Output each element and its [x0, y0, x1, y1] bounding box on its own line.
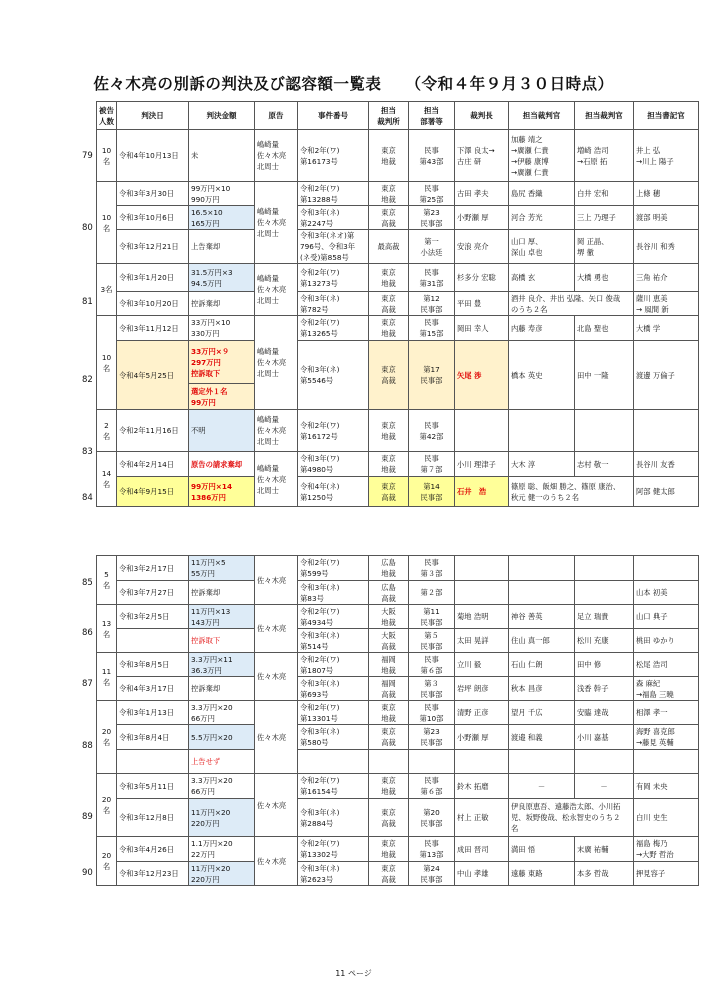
header-court: 担当 裁判所: [369, 102, 409, 130]
row-number: 81: [82, 297, 93, 307]
header-chief: 裁判長: [455, 102, 509, 130]
date-cell: 令和3年10月20日: [117, 292, 189, 316]
clerk-cell: 渡邊 万倫子: [634, 341, 699, 410]
court-cell: 東京 地裁: [369, 837, 409, 862]
chief-cell: 杉多分 宏聡: [455, 264, 509, 292]
court-cell: 広島 地裁: [369, 556, 409, 581]
date-cell: 令和3年1月13日: [117, 701, 189, 725]
case-cell: [298, 750, 369, 774]
division-cell: [409, 750, 455, 774]
plaintiff-cell: 佐々木亮: [255, 556, 298, 605]
case-cell: 令和3年(ネ) 第693号: [298, 677, 369, 701]
chief-cell: 太田 晃詳: [455, 629, 509, 653]
division-cell: 民事 第10部: [409, 701, 455, 725]
chief-cell: 矢尾 渉: [455, 341, 509, 410]
date-cell: 令和3年11月12日: [117, 316, 189, 341]
page-number: 11 ページ: [335, 969, 372, 978]
amount-cell: 選定外１名 99万円: [189, 384, 255, 410]
date-cell: 令和3年8月4日: [117, 725, 189, 750]
judge-cell: 北島 聖也: [575, 316, 634, 341]
division-cell: 第20 民事部: [409, 799, 455, 837]
chief-cell: [455, 581, 509, 605]
chief-cell: 中山 孝雄: [455, 862, 509, 886]
judge-cell: 増崎 浩司 →石原 拓: [575, 130, 634, 182]
clerk-cell: 海野 喜克郎 →藤見 英輔: [634, 725, 699, 750]
division-cell: 第23 民事部: [409, 725, 455, 750]
amount-cell: 1.1万円×20 22万円: [189, 837, 255, 862]
judge-cell: 末廣 祐輔: [575, 837, 634, 862]
clerk-cell: [634, 750, 699, 774]
date-cell: 令和4年5月25日: [117, 341, 189, 410]
chief-cell: 菊地 浩明: [455, 605, 509, 629]
division-cell: 第５ 民事部: [409, 629, 455, 653]
plaintiff-cell: 嶋崎量 佐々木亮 北周士: [255, 410, 298, 452]
chief-cell: 小川 理津子: [455, 452, 509, 477]
judge-cell: 高橋 玄: [509, 264, 575, 292]
judge-cell: 篠原 聡、飯畑 勝之、篠原 康治、 秋元 健一のうち２名: [509, 477, 634, 507]
date-cell: 令和3年10月6日: [117, 206, 189, 230]
division-cell: 民事 第31部: [409, 264, 455, 292]
chief-cell: 古田 孝夫: [455, 182, 509, 206]
court-cell: 大阪 地裁: [369, 605, 409, 629]
plaintiff-cell: 佐々木亮: [255, 837, 298, 886]
court-cell: 東京 高裁: [369, 477, 409, 507]
header-judge: 担当裁判官: [575, 102, 634, 130]
case-cell: 令和3年(ワ) 第4980号: [298, 452, 369, 477]
judge-cell: 加藤 靖之 →廣瀬 仁貴 →伊藤 康博 →廣瀬 仁貴: [509, 130, 575, 182]
clerk-cell: 相澤 孝一: [634, 701, 699, 725]
division-cell: 民事 第６部: [409, 774, 455, 799]
judge-cell: [575, 581, 634, 605]
case-cell: 令和2年(ワ) 第4934号: [298, 605, 369, 629]
date-cell: 令和2年11月16日: [117, 410, 189, 452]
plaintiff-cell: 嶋崎量 佐々木亮 北周士: [255, 130, 298, 182]
amount-cell: 16.5×10 165万円: [189, 206, 255, 230]
chief-cell: 成田 晋司: [455, 837, 509, 862]
header-date: 判決日: [117, 102, 189, 130]
plaintiff-cell: 佐々木亮: [255, 605, 298, 653]
page-title: 佐々木亮の別訴の判決及び認容額一覧表 （令和４年９月３０日時点）: [93, 75, 614, 93]
date-cell: 令和4年3月17日: [117, 677, 189, 701]
judge-cell: 秋本 昌彦: [509, 677, 575, 701]
division-cell: 民事 第３部: [409, 556, 455, 581]
clerk-cell: [634, 556, 699, 581]
judge-cell: 小川 嘉基: [575, 725, 634, 750]
division-cell: 第２部: [409, 581, 455, 605]
judge-cell: [575, 750, 634, 774]
row-number: 86: [82, 628, 93, 638]
case-cell: 令和3年(ネ) 第514号: [298, 629, 369, 653]
judge-cell: －: [575, 774, 634, 799]
division-cell: 民事 第25部: [409, 182, 455, 206]
clerk-cell: 山口 典子: [634, 605, 699, 629]
persons-cell: 2 名: [97, 410, 117, 452]
table-row: [97, 316, 699, 341]
case-cell: 令和3年(ネ) 第2623号: [298, 862, 369, 886]
row-number: 82: [82, 375, 93, 385]
table-row: [97, 477, 699, 507]
judge-cell: 岡 正晶、 堺 徹: [575, 230, 634, 264]
case-cell: 令和3年(ネ) 第2884号: [298, 799, 369, 837]
amount-cell: 3.3万円×20 66万円: [189, 701, 255, 725]
judge-cell: －: [509, 774, 575, 799]
clerk-cell: 阿部 健太郎: [634, 477, 699, 507]
clerk-cell: 薩川 恵美 → 風間 新: [634, 292, 699, 316]
court-cell: 東京 地裁: [369, 130, 409, 182]
judge-cell: 神谷 善英: [509, 605, 575, 629]
judge-cell: 内藤 寿彦: [509, 316, 575, 341]
court-cell: 福岡 高裁: [369, 677, 409, 701]
date-cell: 令和3年5月11日: [117, 774, 189, 799]
court-cell: 福岡 地裁: [369, 653, 409, 677]
chief-cell: 安浪 亮介: [455, 230, 509, 264]
judge-cell: 橋本 英史: [509, 341, 575, 410]
judge-cell: 伊良原恵吾、遠藤浩太郎、小川拓 児、坂野俊哉、松永智史のうち２ 名: [509, 799, 634, 837]
persons-cell: 20 名: [97, 774, 117, 837]
amount-cell: 11万円×5 55万円: [189, 556, 255, 581]
header-clerk: 担当書記官: [634, 102, 699, 130]
table-row: [97, 701, 699, 725]
chief-cell: [455, 410, 509, 452]
amount-cell: 31.5万円×3 94.5万円: [189, 264, 255, 292]
court-cell: 広島 高裁: [369, 581, 409, 605]
amount-cell: 33万円×10 330万円: [189, 316, 255, 341]
judge-cell: 渡邉 和義: [509, 725, 575, 750]
chief-cell: 村上 正敏: [455, 799, 509, 837]
amount-cell: 未: [189, 130, 255, 182]
case-cell: 令和3年(ネ) 第83号: [298, 581, 369, 605]
chief-cell: 岩坪 朗彦: [455, 677, 509, 701]
judge-cell: [509, 410, 575, 452]
chief-cell: 岡田 幸人: [455, 316, 509, 341]
chief-cell: 清野 正彦: [455, 701, 509, 725]
date-cell: 令和3年7月27日: [117, 581, 189, 605]
division-cell: 第３ 民事部: [409, 677, 455, 701]
court-cell: 東京 地裁: [369, 452, 409, 477]
case-cell: 令和2年(ワ) 第16172号: [298, 410, 369, 452]
chief-cell: 小野瀬 厚: [455, 725, 509, 750]
clerk-cell: 白川 史生: [634, 799, 699, 837]
date-cell: 令和3年12月23日: [117, 862, 189, 886]
row-number: 79: [82, 151, 93, 161]
court-cell: 東京 地裁: [369, 701, 409, 725]
judge-cell: 遠藤 東路: [509, 862, 575, 886]
court-cell: 東京 高裁: [369, 862, 409, 886]
judge-cell: [575, 556, 634, 581]
judge-cell: [509, 581, 575, 605]
date-cell: 令和3年12月21日: [117, 230, 189, 264]
header-persons: 被告 人数: [97, 102, 117, 130]
header-amount: 判決金額: [189, 102, 255, 130]
court-cell: 東京 高裁: [369, 206, 409, 230]
clerk-cell: 渡部 明美: [634, 206, 699, 230]
date-cell: 令和4年2月14日: [117, 452, 189, 477]
persons-cell: 10 名: [97, 130, 117, 182]
table-row: [97, 629, 699, 653]
table-row: [97, 725, 699, 750]
court-cell: 東京 高裁: [369, 292, 409, 316]
judge-cell: 住山 真一郎: [509, 629, 575, 653]
amount-cell: 上告棄却: [189, 230, 255, 264]
plaintiff-cell: 佐々木亮: [255, 653, 298, 701]
division-cell: 民事 第６部: [409, 653, 455, 677]
clerk-cell: [634, 410, 699, 452]
table-row: [97, 292, 699, 316]
court-cell: [369, 750, 409, 774]
case-cell: 令和2年(ワ) 第13265号: [298, 316, 369, 341]
clerk-cell: 森 麻紀 →福島 三曉: [634, 677, 699, 701]
row-number: 90: [82, 868, 93, 878]
division-cell: 第23 民事部: [409, 206, 455, 230]
row-number: 85: [82, 578, 93, 588]
amount-cell: 11万円×20 220万円: [189, 799, 255, 837]
division-cell: 民事 第７部: [409, 452, 455, 477]
judge-cell: 三上 乃理子: [575, 206, 634, 230]
table-row: [97, 862, 699, 886]
judgment-table-top: [96, 101, 699, 507]
amount-cell: 5.5万円×20: [189, 725, 255, 750]
clerk-cell: 福島 梅乃 →大野 哲治: [634, 837, 699, 862]
table-row: [97, 410, 699, 452]
court-cell: 東京 地裁: [369, 182, 409, 206]
table-row: [97, 750, 699, 774]
table-row: [97, 799, 699, 837]
persons-cell: 20 名: [97, 701, 117, 774]
table-row: [97, 264, 699, 292]
clerk-cell: 桃田 ゆかり: [634, 629, 699, 653]
case-cell: 令和2年(ワ) 第1807号: [298, 653, 369, 677]
case-cell: 令和4年(ネ) 第1250号: [298, 477, 369, 507]
judge-cell: 河合 芳光: [509, 206, 575, 230]
table-row: [97, 452, 699, 477]
judge-cell: 白井 宏和: [575, 182, 634, 206]
judge-cell: 松川 充康: [575, 629, 634, 653]
date-cell: 令和3年8月5日: [117, 653, 189, 677]
chief-cell: [455, 750, 509, 774]
division-cell: 民事 第42部: [409, 410, 455, 452]
table-row: [97, 130, 699, 182]
judge-cell: 山口 厚、 深山 卓也: [509, 230, 575, 264]
chief-cell: 立川 毅: [455, 653, 509, 677]
persons-cell: 3名: [97, 264, 117, 316]
case-cell: 令和3年(ネ) 第782号: [298, 292, 369, 316]
case-cell: 令和3年(ネ) 第580号: [298, 725, 369, 750]
case-cell: 令和2年(ワ) 第13301号: [298, 701, 369, 725]
clerk-cell: 有岡 未央: [634, 774, 699, 799]
division-cell: 第14 民事部: [409, 477, 455, 507]
amount-cell: 99万円×14 1386万円: [189, 477, 255, 507]
date-cell: 令和3年12月8日: [117, 799, 189, 837]
table-row: [97, 556, 699, 581]
chief-cell: 下澤 良太→ 古庄 研: [455, 130, 509, 182]
case-cell: 令和3年(ネオ)第 796号、令和3年 (ネ受)第858号: [298, 230, 369, 264]
judge-cell: [509, 750, 575, 774]
date-cell: 令和3年1月20日: [117, 264, 189, 292]
case-cell: 令和2年(ワ) 第16154号: [298, 774, 369, 799]
amount-cell: 11万円×13 143万円: [189, 605, 255, 629]
amount-cell: 控訴棄却: [189, 581, 255, 605]
date-cell: 令和3年2月5日: [117, 605, 189, 629]
table-row: [97, 837, 699, 862]
judge-cell: 満田 悟: [509, 837, 575, 862]
persons-cell: 14 名: [97, 452, 117, 507]
judge-cell: 石山 仁朗: [509, 653, 575, 677]
division-cell: 民事 第43部: [409, 130, 455, 182]
amount-cell: 原告の請求棄却: [189, 452, 255, 477]
court-cell: 東京 高裁: [369, 725, 409, 750]
amount-cell: 3.3万円×11 36.3万円: [189, 653, 255, 677]
row-number: 80: [82, 223, 93, 233]
judge-cell: 田中 修: [575, 653, 634, 677]
judge-cell: 酒井 良介、井出 弘隆、矢口 俊哉 のうち２名: [509, 292, 634, 316]
division-cell: 第17 民事部: [409, 341, 455, 410]
judge-cell: 志村 敬一: [575, 452, 634, 477]
date-cell: [117, 629, 189, 653]
judgment-table-bottom: [96, 555, 699, 886]
court-cell: 東京 地裁: [369, 316, 409, 341]
date-cell: 令和4年10月13日: [117, 130, 189, 182]
header-row: [97, 102, 699, 130]
court-cell: 東京 地裁: [369, 410, 409, 452]
table-row: [97, 605, 699, 629]
division-cell: 第一 小法廷: [409, 230, 455, 264]
amount-cell: 控訴棄却: [189, 292, 255, 316]
court-cell: 東京 地裁: [369, 774, 409, 799]
date-cell: 令和3年2月17日: [117, 556, 189, 581]
division-cell: 第11 民事部: [409, 605, 455, 629]
date-cell: [117, 750, 189, 774]
header-judge: 担当裁判官: [509, 102, 575, 130]
plaintiff-cell: 佐々木亮: [255, 774, 298, 837]
chief-cell: 平田 豊: [455, 292, 509, 316]
division-cell: 第12 民事部: [409, 292, 455, 316]
table-row: [97, 653, 699, 677]
case-cell: 令和2年(ワ) 第16173号: [298, 130, 369, 182]
judge-cell: 大木 淳: [509, 452, 575, 477]
judge-cell: 島尻 香織: [509, 182, 575, 206]
chief-cell: 小野瀬 厚: [455, 206, 509, 230]
court-cell: 東京 高裁: [369, 799, 409, 837]
case-cell: 令和2年(ワ) 第13302号: [298, 837, 369, 862]
clerk-cell: 大橋 学: [634, 316, 699, 341]
header-division: 担当 部署等: [409, 102, 455, 130]
persons-cell: 20 名: [97, 837, 117, 886]
judge-cell: 安臨 達哉: [575, 701, 634, 725]
row-number: 83: [82, 447, 93, 457]
case-cell: 令和3年(ネ) 第2247号: [298, 206, 369, 230]
row-number: 87: [82, 679, 93, 689]
clerk-cell: 山本 初美: [634, 581, 699, 605]
amount-cell: 99万円×10 990万円: [189, 182, 255, 206]
court-cell: 東京 地裁: [369, 264, 409, 292]
plaintiff-cell: 嶋崎量 佐々木亮 北周士: [255, 316, 298, 410]
table-row: [97, 774, 699, 799]
judge-cell: 大橋 勇也: [575, 264, 634, 292]
clerk-cell: 松尾 浩司: [634, 653, 699, 677]
amount-cell: 33万円×９ 297万円 控訴取下: [189, 341, 255, 384]
case-cell: 令和3年(ネ) 第5546号: [298, 341, 369, 410]
table-row: [97, 182, 699, 206]
division-cell: 民事 第13部: [409, 837, 455, 862]
clerk-cell: 押見容子: [634, 862, 699, 886]
persons-cell: 11 名: [97, 653, 117, 701]
division-cell: 民事 第15部: [409, 316, 455, 341]
table-row: [97, 677, 699, 701]
date-cell: 令和4年9月15日: [117, 477, 189, 507]
amount-cell: 3.3万円×20 66万円: [189, 774, 255, 799]
clerk-cell: 長谷川 和秀: [634, 230, 699, 264]
row-number: 89: [82, 812, 93, 822]
persons-cell: 10 名: [97, 316, 117, 410]
plaintiff-cell: 嶋崎量 佐々木亮 北周士: [255, 452, 298, 507]
case-cell: 令和2年(ワ) 第13273号: [298, 264, 369, 292]
header-case-no: 事件番号: [298, 102, 369, 130]
header-plaintiff: 原告: [255, 102, 298, 130]
plaintiff-cell: 嶋崎量 佐々木亮 北周士: [255, 264, 298, 316]
persons-cell: 5 名: [97, 556, 117, 605]
chief-cell: 鈴木 拓磨: [455, 774, 509, 799]
judge-cell: 望月 千広: [509, 701, 575, 725]
plaintiff-cell: 嶋崎量 佐々木亮 北周士: [255, 182, 298, 264]
clerk-cell: 井上 弘 →川上 陽子: [634, 130, 699, 182]
clerk-cell: 上條 穂: [634, 182, 699, 206]
case-cell: 令和2年(ワ) 第599号: [298, 556, 369, 581]
plaintiff-cell: 佐々木亮: [255, 701, 298, 774]
court-cell: 東京 高裁: [369, 341, 409, 410]
judge-cell: 本多 哲哉: [575, 862, 634, 886]
table-row: [97, 206, 699, 230]
amount-cell: 不明: [189, 410, 255, 452]
date-cell: 令和3年3月30日: [117, 182, 189, 206]
judge-cell: 浅香 幹子: [575, 677, 634, 701]
judge-cell: 田中 一隆: [575, 341, 634, 410]
persons-cell: 13 名: [97, 605, 117, 653]
judge-cell: [509, 556, 575, 581]
table-row: [97, 230, 699, 264]
date-cell: 令和3年4月26日: [117, 837, 189, 862]
judge-cell: 足立 瑞貴: [575, 605, 634, 629]
row-number: 88: [82, 741, 93, 751]
court-cell: 大阪 高裁: [369, 629, 409, 653]
amount-cell: 控訴棄却: [189, 677, 255, 701]
row-number: 84: [82, 493, 93, 503]
chief-cell: [455, 556, 509, 581]
chief-cell: 石井 浩: [455, 477, 509, 507]
table-row: [97, 341, 699, 384]
amount-cell: 11万円×20 220万円: [189, 862, 255, 886]
court-cell: 最高裁: [369, 230, 409, 264]
clerk-cell: 三角 祐介: [634, 264, 699, 292]
table-row: [97, 581, 699, 605]
amount-cell: 控訴取下: [189, 629, 255, 653]
persons-cell: 10 名: [97, 182, 117, 264]
division-cell: 第24 民事部: [409, 862, 455, 886]
clerk-cell: 長谷川 友香: [634, 452, 699, 477]
judge-cell: [575, 410, 634, 452]
amount-cell: 上告せず: [189, 750, 255, 774]
case-cell: 令和2年(ワ) 第13288号: [298, 182, 369, 206]
